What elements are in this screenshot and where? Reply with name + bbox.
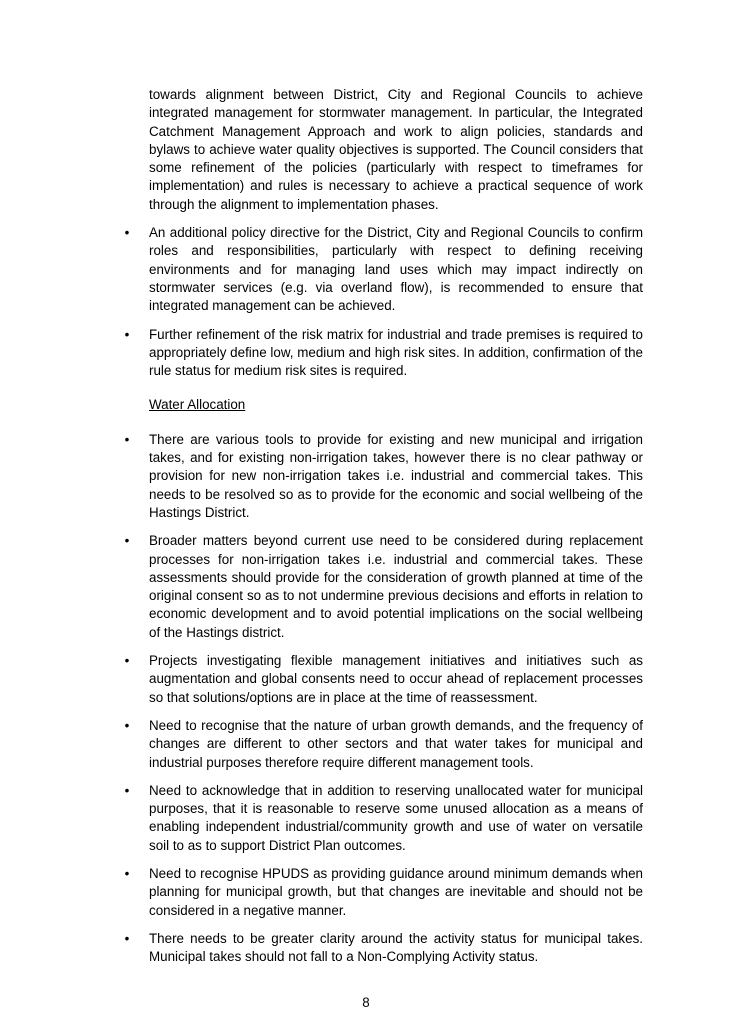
list-item-text: Need to recognise that the nature of urban growth demands, and the frequency of changes are different to other sectors and that water takes for municipal and industrial purposes therefore require different management tools.: [149, 717, 643, 770]
bullet-point-icon: •: [124, 653, 130, 669]
list-item-text: Projects investigating flexible management initiatives and initiatives such as augmentation and global consents need to occur ahead of replacement processes so that solutions/options are in place at the time of reassessment.: [149, 653, 643, 705]
bullet-point-icon: •: [124, 533, 130, 549]
bullet-point-icon: •: [124, 930, 130, 946]
list-item-text: Further refinement of the risk matrix for industrial and trade premises is required to appropriately define low, medium and high risk sites. In addition, confirmation of the rule status for medium risk sites is required.: [149, 326, 643, 379]
list-item: [124, 326, 643, 381]
list-item: [124, 431, 643, 522]
list-item: [124, 782, 643, 855]
list-item: [124, 717, 643, 772]
list-item: [124, 930, 643, 967]
list-item-text: There needs to be greater clarity around the activity status for municipal takes. Municipal takes should not fall to a Non-Complying Activity status.: [149, 930, 643, 965]
bullet-point-icon: •: [124, 225, 130, 241]
bullet-point-icon: •: [124, 326, 130, 342]
bullet-point-icon: •: [124, 865, 130, 881]
page-content: [124, 86, 643, 966]
list-item-text: Need to acknowledge that in addition to reserving unallocated water for municipal purposes, that it is reasonable to reserve some unused allocation as a means of enabling independent industrial/community growth and use of water on versatile soil to as to support District Plan outcomes.: [149, 782, 643, 853]
list-item-text: There are various tools to provide for existing and new municipal and irrigation takes, and for existing non-irrigation takes, however there is no clear pathway or provision for new non-irrigation takes i.e. industrial and commercial takes. This needs to be resolved so as to provide for the economic and social wellbeing of the Hastings District.: [149, 431, 643, 520]
bullet-point-icon: •: [124, 782, 130, 798]
list-item-text: Broader matters beyond current use need to be considered during replacement processes for non-irrigation takes i.e. industrial and commercial takes. These assessments should provide for the consideration of growth planned at time of the original consent so as to not undermine previous decisions and efforts in relation to economic development and to avoid potential implications on the social wellbeing of the Hastings district.: [149, 533, 643, 640]
list-item-text: An additional policy directive for the District, City and Regional Councils to confirm roles and responsibilities, particularly with respect to defining receiving environments and for managing land uses which may impact indirectly on stormwater services (e.g. via overland flow), is recommended to ensure that integrated management can be achieved.: [149, 225, 643, 314]
bullet-point-icon: •: [124, 717, 130, 733]
page-number: 8: [362, 995, 370, 1010]
list-item: [124, 865, 643, 920]
bullet-point-icon: •: [124, 431, 130, 447]
list-item-text: Need to recognise HPUDS as providing guidance around minimum demands when planning for municipal growth, but that changes are inevitable and should not be considered in a negative manner.: [149, 865, 643, 918]
section-heading-water-allocation: Water Allocation: [149, 397, 246, 413]
list-item: [124, 224, 643, 315]
list-item: [124, 532, 643, 642]
intro-paragraph: towards alignment between District, City and Regional Councils to achieve integrated management for stormwater management. In particular, the Integrated Catchment Management Approach and work to align policies, standards and bylaws to achieve water quality objectives is supported. The Council considers that some refinement of the policies (particularly with respect to timeframes for implementation) and rules is necessary to achieve a practical sequence of work through the alignment to implementation phases.: [149, 87, 643, 212]
list-item: [124, 652, 643, 707]
